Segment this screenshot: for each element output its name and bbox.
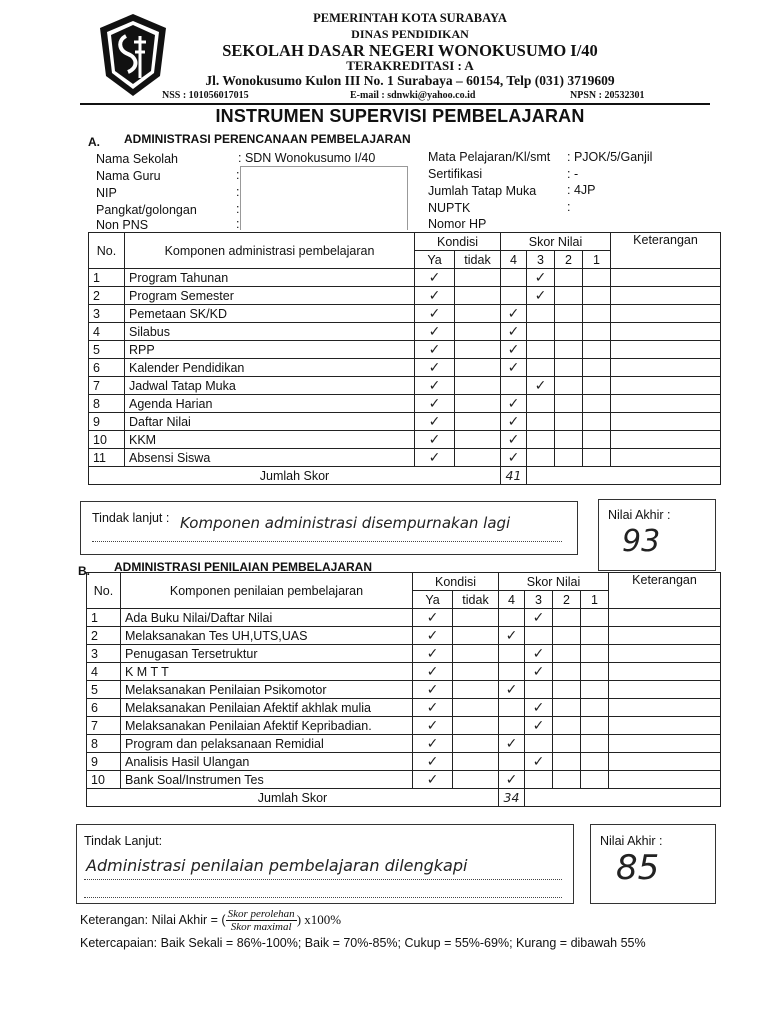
total-row-fill: [525, 789, 721, 807]
fraction-numerator: Skor perolehan: [227, 908, 295, 920]
keterangan-formula: [80, 908, 341, 933]
cell-skor-1: [583, 395, 611, 413]
cell-tidak: [455, 269, 501, 287]
check-ya: ✓: [415, 287, 455, 305]
info-label-pangkat: Pangkat/golongan: [96, 203, 197, 217]
row-item: Melaksanakan Tes UH,UTS,UAS: [121, 627, 413, 645]
kop-line-2: DINAS PENDIDIKAN: [351, 27, 469, 41]
row-no: 3: [87, 645, 121, 663]
cell-skor-1: [581, 681, 609, 699]
table-row: [89, 305, 721, 323]
total-row-fill: [527, 467, 721, 485]
th-skor-4: 4: [501, 251, 527, 269]
cell-keterangan: [609, 645, 721, 663]
row-no: 6: [87, 699, 121, 717]
info-label-nomor-hp: Nomor HP: [428, 217, 487, 231]
check-ya: ✓: [415, 431, 455, 449]
cell-skor-2: [555, 269, 583, 287]
table-row: [89, 287, 721, 305]
cell-tidak: [455, 377, 501, 395]
cell-keterangan: [611, 305, 721, 323]
cell-keterangan: [611, 449, 721, 467]
table-row: [87, 681, 721, 699]
check-skor-4: [501, 287, 527, 305]
table-row: [87, 627, 721, 645]
check-skor-4: [499, 717, 525, 735]
th-skor-3: 3: [527, 251, 555, 269]
section-a-letter: A.: [88, 135, 100, 149]
tindak-lanjut-dots-a: [92, 541, 562, 542]
table-penilaian: [86, 572, 721, 807]
check-skor-4: [499, 645, 525, 663]
cell-tidak: [455, 431, 501, 449]
table-row: [87, 753, 721, 771]
cell-tidak: [453, 699, 499, 717]
row-item: Bank Soal/Instrumen Tes: [121, 771, 413, 789]
cell-tidak: [455, 341, 501, 359]
th-skor-2: 2: [553, 591, 581, 609]
row-item: Ada Buku Nilai/Daftar Nilai: [121, 609, 413, 627]
row-no: 9: [87, 753, 121, 771]
cell-keterangan: [611, 377, 721, 395]
info-label-nama-guru: Nama Guru: [96, 169, 161, 183]
cell-tidak: [453, 645, 499, 663]
th-keterangan: Keterangan: [609, 573, 721, 609]
check-skor-4: [499, 753, 525, 771]
row-item: Analisis Hasil Ulangan: [121, 753, 413, 771]
total-row: [87, 789, 721, 807]
check-skor-3: [525, 771, 553, 789]
total-row: [89, 467, 721, 485]
check-skor-4: ✓: [501, 431, 527, 449]
check-ya: ✓: [415, 305, 455, 323]
table-perencanaan: [88, 232, 721, 485]
row-no: 4: [89, 323, 125, 341]
table-row: [89, 449, 721, 467]
cell-tidak: [455, 323, 501, 341]
check-skor-4: ✓: [501, 323, 527, 341]
table-row: [87, 771, 721, 789]
check-skor-4: ✓: [499, 771, 525, 789]
jumlah-skor-label: Jumlah Skor: [89, 467, 501, 485]
check-ya: ✓: [415, 395, 455, 413]
row-item: RPP: [125, 341, 415, 359]
cell-tidak: [455, 413, 501, 431]
cell-tidak: [453, 681, 499, 699]
info-value-non-pns: :: [236, 217, 240, 231]
tindak-lanjut-dots-b-1: [84, 879, 562, 880]
row-item: Daftar Nilai: [125, 413, 415, 431]
check-ya: ✓: [415, 377, 455, 395]
cell-tidak: [453, 609, 499, 627]
info-label-nip: NIP: [96, 186, 117, 200]
formula-fraction: [226, 908, 297, 933]
cell-skor-1: [583, 341, 611, 359]
row-no: 4: [87, 663, 121, 681]
cell-tidak: [455, 395, 501, 413]
cell-skor-2: [555, 287, 583, 305]
check-ya: ✓: [413, 735, 453, 753]
cell-skor-1: [583, 377, 611, 395]
cell-skor-1: [581, 627, 609, 645]
cell-keterangan: [611, 269, 721, 287]
cell-tidak: [453, 627, 499, 645]
th-tidak: tidak: [453, 591, 499, 609]
th-kondisi: Kondisi: [415, 233, 501, 251]
cell-keterangan: [609, 699, 721, 717]
row-no: 1: [87, 609, 121, 627]
row-no: 7: [87, 717, 121, 735]
header-divider: [80, 103, 710, 105]
cell-skor-2: [555, 377, 583, 395]
check-skor-3: [527, 431, 555, 449]
check-ya: ✓: [413, 663, 453, 681]
th-skor-1: 1: [583, 251, 611, 269]
info-label-nama-sekolah: Nama Sekolah: [96, 152, 178, 166]
row-no: 5: [87, 681, 121, 699]
info-value-sertifikasi: : -: [567, 167, 579, 181]
th-skor: Skor Nilai: [499, 573, 609, 591]
row-item: Melaksanakan Penilaian Psikomotor: [121, 681, 413, 699]
row-item: Jadwal Tatap Muka: [125, 377, 415, 395]
cell-skor-2: [553, 627, 581, 645]
check-ya: ✓: [413, 681, 453, 699]
info-value-pangkat: :: [236, 202, 240, 216]
cell-skor-2: [553, 645, 581, 663]
cell-skor-1: [581, 609, 609, 627]
check-ya: ✓: [413, 699, 453, 717]
cell-skor-2: [553, 753, 581, 771]
cell-keterangan: [609, 627, 721, 645]
table-row: [87, 735, 721, 753]
keterangan-prefix: Keterangan: Nilai Akhir = (: [80, 912, 226, 927]
cell-skor-1: [583, 287, 611, 305]
info-label-sertifikasi: Sertifikasi: [428, 167, 483, 181]
check-skor-4: [501, 269, 527, 287]
row-no: 6: [89, 359, 125, 377]
cell-tidak: [455, 359, 501, 377]
row-no: 8: [87, 735, 121, 753]
nilai-akhir-label-b: Nilai Akhir :: [600, 834, 663, 848]
cell-tidak: [453, 735, 499, 753]
keterangan-suffix: ) x100%: [296, 911, 342, 927]
row-no: 5: [89, 341, 125, 359]
row-item: Program Tahunan: [125, 269, 415, 287]
cell-tidak: [455, 305, 501, 323]
check-skor-4: ✓: [501, 395, 527, 413]
cell-keterangan: [609, 681, 721, 699]
cell-skor-2: [555, 395, 583, 413]
tindak-lanjut-value-b: Administrasi penilaian pembelajaran dilengkapi: [86, 856, 468, 875]
check-skor-4: ✓: [499, 681, 525, 699]
th-komponen: Komponen penilaian pembelajaran: [121, 573, 413, 609]
tindak-lanjut-label-a: Tindak lanjut :: [92, 511, 170, 525]
check-ya: ✓: [415, 269, 455, 287]
th-skor-1: 1: [581, 591, 609, 609]
check-skor-3: [527, 323, 555, 341]
row-item: Agenda Harian: [125, 395, 415, 413]
kop-address: Jl. Wonokusumo Kulon III No. 1 Surabaya – 60154, Telp (031) 3719609: [205, 73, 615, 88]
kop-line-1: PEMERINTAH KOTA SURABAYA: [313, 11, 507, 25]
section-b-letter: B.: [78, 564, 90, 578]
jumlah-skor-value: 41: [501, 467, 527, 485]
tindak-lanjut-value-a: Komponen administrasi disempurnakan lagi: [180, 514, 511, 532]
section-b-heading: ADMINISTRASI PENILAIAN PEMBELAJARAN: [114, 560, 373, 574]
row-item: Silabus: [125, 323, 415, 341]
row-item: Pemetaan SK/KD: [125, 305, 415, 323]
th-ya: Ya: [415, 251, 455, 269]
cell-skor-2: [553, 735, 581, 753]
cell-skor-2: [555, 413, 583, 431]
cell-keterangan: [609, 735, 721, 753]
cell-keterangan: [611, 359, 721, 377]
kop-email: E-mail : sdnwki@yahoo.co.id: [350, 90, 476, 101]
cell-skor-1: [581, 699, 609, 717]
cell-skor-1: [583, 323, 611, 341]
cell-keterangan: [611, 395, 721, 413]
row-no: 1: [89, 269, 125, 287]
row-no: 11: [89, 449, 125, 467]
jumlah-skor-value: 34: [499, 789, 525, 807]
fraction-denominator: Skor maximal: [230, 921, 292, 933]
cell-tidak: [455, 287, 501, 305]
cell-keterangan: [611, 431, 721, 449]
check-ya: ✓: [415, 359, 455, 377]
ketercapaian-line: Ketercapaian: Baik Sekali = 86%-100%; Baik = 70%-85%; Cukup = 55%-69%; Kurang = dibawah 55%: [80, 936, 646, 950]
cell-skor-1: [581, 771, 609, 789]
cell-skor-2: [553, 771, 581, 789]
check-skor-3: ✓: [525, 645, 553, 663]
th-keterangan: Keterangan: [611, 233, 721, 269]
cell-keterangan: [611, 341, 721, 359]
info-value-nama-sekolah: : SDN Wonokusumo I/40: [238, 151, 376, 165]
check-skor-4: ✓: [501, 413, 527, 431]
cell-skor-1: [581, 663, 609, 681]
th-komponen: Komponen administrasi pembelajaran: [125, 233, 415, 269]
check-skor-3: [527, 305, 555, 323]
cell-skor-1: [583, 431, 611, 449]
check-skor-3: ✓: [525, 717, 553, 735]
cell-skor-1: [581, 717, 609, 735]
row-item: Melaksanakan Penilaian Afektif Kepribadian.: [121, 717, 413, 735]
th-kondisi: Kondisi: [413, 573, 499, 591]
table-row: [89, 359, 721, 377]
cell-skor-1: [583, 305, 611, 323]
check-skor-3: [525, 627, 553, 645]
cell-tidak: [453, 771, 499, 789]
check-ya: ✓: [415, 323, 455, 341]
info-value-nip: :: [236, 185, 240, 199]
th-skor: Skor Nilai: [501, 233, 611, 251]
table-row: [87, 717, 721, 735]
check-ya: ✓: [413, 609, 453, 627]
check-skor-4: ✓: [501, 305, 527, 323]
cell-skor-1: [583, 449, 611, 467]
table-row: [89, 431, 721, 449]
check-skor-4: ✓: [501, 449, 527, 467]
info-value-tatap-muka: : 4JP: [567, 183, 596, 197]
cell-skor-1: [583, 413, 611, 431]
cell-tidak: [453, 717, 499, 735]
cell-keterangan: [609, 717, 721, 735]
cell-skor-1: [583, 269, 611, 287]
th-tidak: tidak: [455, 251, 501, 269]
cell-skor-2: [555, 305, 583, 323]
surabaya-crest-icon: [96, 12, 170, 98]
check-skor-3: ✓: [527, 287, 555, 305]
table-row: [89, 377, 721, 395]
cell-tidak: [453, 753, 499, 771]
cell-skor-2: [553, 717, 581, 735]
check-skor-4: [499, 663, 525, 681]
cell-keterangan: [611, 413, 721, 431]
nilai-akhir-label-a: Nilai Akhir :: [608, 508, 671, 522]
row-item: Program Semester: [125, 287, 415, 305]
row-item: K M T T: [121, 663, 413, 681]
check-ya: ✓: [415, 341, 455, 359]
table-row: [89, 395, 721, 413]
check-ya: ✓: [415, 413, 455, 431]
table-row: [87, 609, 721, 627]
kop-school-name: SEKOLAH DASAR NEGERI WONOKUSUMO I/40: [222, 41, 598, 60]
row-no: 10: [87, 771, 121, 789]
check-skor-3: ✓: [525, 699, 553, 717]
cell-skor-2: [553, 681, 581, 699]
check-ya: ✓: [413, 645, 453, 663]
kop-nss: NSS : 101056017015: [162, 90, 249, 101]
check-skor-3: ✓: [527, 269, 555, 287]
check-skor-4: ✓: [499, 735, 525, 753]
row-no: 7: [89, 377, 125, 395]
row-item: Melaksanakan Penilaian Afektif akhlak mulia: [121, 699, 413, 717]
info-value-nama-guru: :: [236, 168, 240, 182]
cell-keterangan: [609, 609, 721, 627]
info-label-nuptk: NUPTK: [428, 201, 471, 215]
cell-skor-2: [553, 699, 581, 717]
nama-guru-field-box: [240, 166, 408, 230]
check-ya: ✓: [413, 717, 453, 735]
check-skor-3: [525, 735, 553, 753]
cell-tidak: [453, 663, 499, 681]
cell-keterangan: [609, 663, 721, 681]
cell-keterangan: [611, 323, 721, 341]
check-ya: ✓: [413, 627, 453, 645]
nilai-akhir-value-b: 85: [616, 848, 660, 888]
table-row: [87, 699, 721, 717]
th-ya: Ya: [413, 591, 453, 609]
check-skor-3: [527, 341, 555, 359]
table-row: [89, 413, 721, 431]
check-skor-4: ✓: [501, 359, 527, 377]
kop-npsn: NPSN : 20532301: [570, 90, 645, 101]
check-skor-4: ✓: [499, 627, 525, 645]
cell-skor-2: [553, 609, 581, 627]
section-a-heading: ADMINISTRASI PERENCANAAN PEMBELAJARAN: [124, 132, 411, 146]
th-no: No.: [89, 233, 125, 269]
check-skor-3: ✓: [527, 377, 555, 395]
check-skor-3: ✓: [525, 753, 553, 771]
check-skor-3: ✓: [525, 609, 553, 627]
jumlah-skor-label: Jumlah Skor: [87, 789, 499, 807]
th-skor-4: 4: [499, 591, 525, 609]
cell-skor-1: [581, 753, 609, 771]
check-skor-3: [527, 395, 555, 413]
check-skor-4: [499, 699, 525, 717]
cell-keterangan: [611, 287, 721, 305]
cell-keterangan: [609, 771, 721, 789]
check-ya: ✓: [413, 753, 453, 771]
kop-accreditation: TERAKREDITASI : A: [346, 58, 474, 73]
cell-skor-1: [581, 735, 609, 753]
info-value-nuptk: :: [567, 200, 571, 214]
check-skor-3: [527, 449, 555, 467]
check-skor-3: [525, 681, 553, 699]
cell-skor-2: [555, 449, 583, 467]
row-item: Kalender Pendidikan: [125, 359, 415, 377]
cell-skor-1: [583, 359, 611, 377]
table-row: [89, 341, 721, 359]
cell-skor-2: [555, 431, 583, 449]
check-ya: ✓: [415, 449, 455, 467]
check-skor-4: [501, 377, 527, 395]
th-skor-3: 3: [525, 591, 553, 609]
row-item: Program dan pelaksanaan Remidial: [121, 735, 413, 753]
cell-skor-2: [555, 323, 583, 341]
table-row: [89, 269, 721, 287]
check-skor-4: [499, 609, 525, 627]
row-no: 2: [89, 287, 125, 305]
check-skor-3: [527, 413, 555, 431]
row-no: 10: [89, 431, 125, 449]
check-skor-3: ✓: [525, 663, 553, 681]
nilai-akhir-value-a: 93: [622, 524, 661, 559]
row-item: KKM: [125, 431, 415, 449]
row-no: 9: [89, 413, 125, 431]
check-skor-4: ✓: [501, 341, 527, 359]
cell-skor-1: [581, 645, 609, 663]
table-row: [87, 663, 721, 681]
check-skor-3: [527, 359, 555, 377]
cell-tidak: [455, 449, 501, 467]
cell-skor-2: [553, 663, 581, 681]
tindak-lanjut-label-b: Tindak Lanjut:: [84, 834, 163, 848]
th-skor-2: 2: [555, 251, 583, 269]
info-label-mapel: Mata Pelajaran/Kl/smt: [428, 150, 551, 164]
row-item: Absensi Siswa: [125, 449, 415, 467]
info-value-mapel: : PJOK/5/Ganjil: [567, 150, 653, 164]
cell-skor-2: [555, 359, 583, 377]
th-no: No.: [87, 573, 121, 609]
table-row: [87, 645, 721, 663]
row-no: 8: [89, 395, 125, 413]
table-row: [89, 323, 721, 341]
cell-keterangan: [609, 753, 721, 771]
page-title: INSTRUMEN SUPERVISI PEMBELAJARAN: [215, 106, 585, 126]
info-label-tatap-muka: Jumlah Tatap Muka: [428, 184, 537, 198]
row-item: Penugasan Tersetruktur: [121, 645, 413, 663]
info-label-non-pns: Non PNS: [96, 218, 149, 232]
row-no: 2: [87, 627, 121, 645]
check-ya: ✓: [413, 771, 453, 789]
cell-skor-2: [555, 341, 583, 359]
tindak-lanjut-dots-b-2: [84, 897, 562, 898]
row-no: 3: [89, 305, 125, 323]
